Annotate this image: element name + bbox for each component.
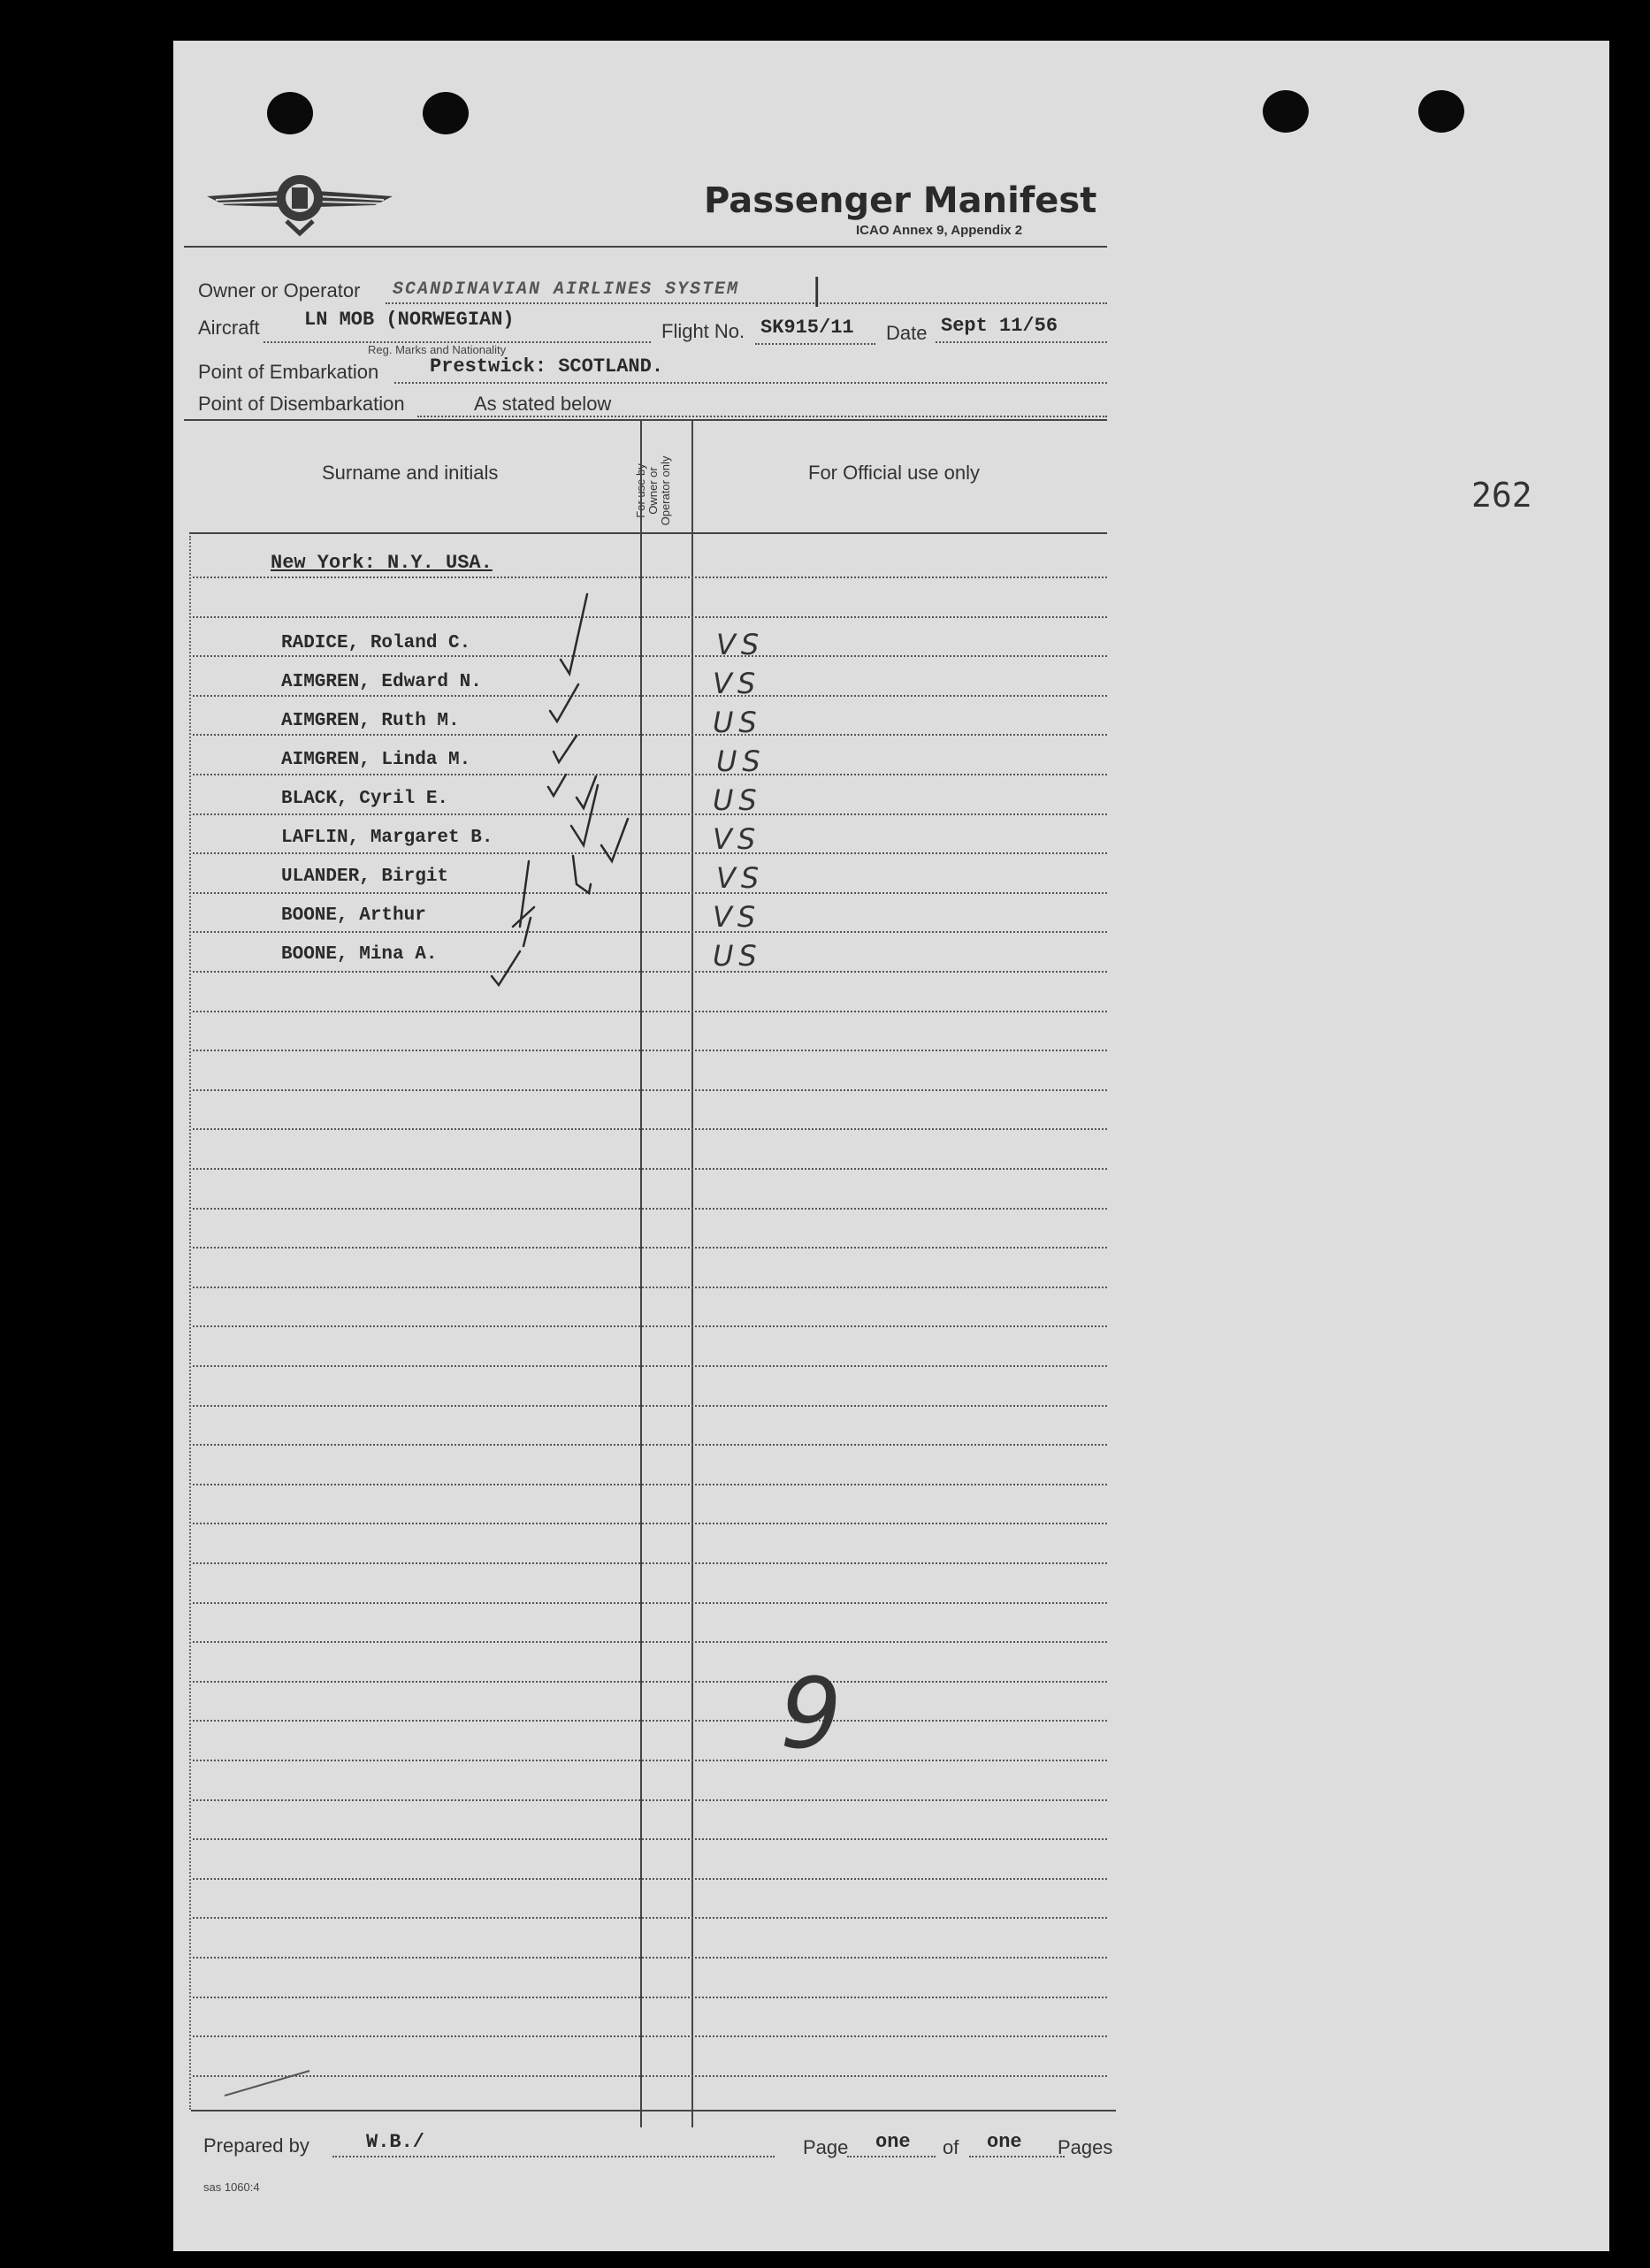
flight-value: SK915/11 [760,317,854,339]
passenger-name: LAFLIN, Margaret B. [281,828,493,848]
passenger-name: AIMGREN, Linda M. [281,750,471,770]
official-mark: VS [716,628,765,661]
manifest-sheet [173,41,1609,2251]
aircraft-value: LN MOB (NORWEGIAN) [304,309,515,331]
disembark-line [417,416,1107,417]
table-row-line [193,1089,1107,1091]
passenger-name: AIMGREN, Edward N. [281,672,482,692]
destination-heading: New York: N.Y. USA. [271,552,493,574]
table-row-line [193,1799,1107,1801]
table-row-line [193,1325,1107,1327]
prepared-line [332,2156,775,2157]
owner-label: Owner or Operator [198,279,361,302]
date-line [936,341,1107,343]
form-rule [184,419,1107,421]
table-row-line [193,577,1107,578]
col-owner-header [635,424,690,557]
of-value: one [987,2131,1022,2153]
punch-hole [423,92,469,134]
official-mark: VS [713,667,761,700]
page-value: one [875,2131,911,2153]
date-label: Date [886,322,928,344]
owner-mark: | [812,272,822,308]
official-mark: US [713,939,762,973]
passenger-name: BOONE, Arthur [281,905,426,926]
passenger-name: ULANDER, Birgit [281,867,449,887]
table-row-line [193,1838,1107,1840]
col-owner-line: Operator only [659,455,672,526]
disembark-value: As stated below [474,393,612,415]
reg-caption: Reg. Marks and Nationality [368,343,507,356]
of-line [969,2156,1065,2157]
table-row-line [193,2075,1107,2077]
passenger-name: BOONE, Mina A. [281,944,438,965]
page-label: Page [803,2136,849,2158]
aircraft-label: Aircraft [198,317,260,339]
table-row-line [193,1681,1107,1683]
passenger-name: BLACK, Cyril E. [281,789,449,809]
col-divider-2 [691,421,693,2127]
checkmarks-handwritten [439,580,651,996]
table-row-line [193,1208,1107,1210]
official-mark: US [713,706,762,739]
punch-hole [1263,90,1309,133]
official-mark: VS [713,900,761,934]
form-subtitle: ICAO Annex 9, Appendix 2 [856,223,1023,238]
form-code: sas 1060:4 [203,2180,260,2194]
prepared-label: Prepared by [203,2134,309,2157]
table-row-line [193,1287,1107,1288]
header-rule [184,246,1107,248]
prepared-value: W.B./ [366,2131,425,2153]
embark-label: Point of Embarkation [198,361,379,383]
table-row-line [193,1128,1107,1130]
date-value: Sept 11/56 [941,315,1058,337]
handwritten-total: 9 [780,1657,842,1770]
col-owner-line: For use by [634,463,647,518]
table-left-edge [189,536,191,2110]
page-number-stamp: 262 [1471,476,1532,515]
table-row-line [193,1247,1107,1249]
stray-pen-mark [221,2066,318,2101]
airline-logo [198,161,401,241]
flight-label: Flight No. [661,320,745,342]
table-header-rule [189,532,1107,534]
table-row-line [193,1997,1107,1998]
disembark-label: Point of Disembarkation [198,393,405,415]
of-label: of [943,2136,959,2158]
table-row-line [193,1168,1107,1170]
table-row-line [193,1602,1107,1604]
owner-line [386,302,1107,304]
col-owner-line: Owner or [646,467,660,515]
table-row-line [193,1878,1107,1880]
table-row-line [193,1365,1107,1367]
table-row-line [193,1405,1107,1407]
punch-hole [267,92,313,134]
table-row-line [193,1523,1107,1524]
table-row-line [193,1484,1107,1485]
page-line [847,2156,936,2157]
passenger-name: AIMGREN, Ruth M. [281,711,460,731]
flight-line [755,343,875,345]
official-mark: US [713,783,762,817]
table-bottom-rule [191,2110,1116,2111]
owner-value: SCANDINAVIAN AIRLINES SYSTEM [393,279,740,300]
embark-line [394,382,1107,384]
table-row-line [193,1957,1107,1959]
col-official-header: For Official use only [808,462,981,484]
official-mark: VS [716,861,765,895]
table-row-line [193,1641,1107,1643]
official-mark: VS [713,822,761,856]
col-surname-header: Surname and initials [322,462,499,484]
table-row-line [193,2035,1107,2037]
table-row-line [193,1562,1107,1564]
table-row-line [193,1444,1107,1446]
official-mark: US [716,745,766,778]
punch-hole [1418,90,1464,133]
passenger-name: RADICE, Roland C. [281,633,471,653]
table-row-line [193,1011,1107,1012]
embark-value: Prestwick: SCOTLAND. [430,355,664,378]
table-row-line [193,1050,1107,1051]
table-row-line [193,1720,1107,1722]
pages-label: Pages [1058,2136,1113,2158]
form-title: Passenger Manifest [704,180,1097,221]
table-row-line [193,1917,1107,1919]
table-row-line [193,1760,1107,1761]
